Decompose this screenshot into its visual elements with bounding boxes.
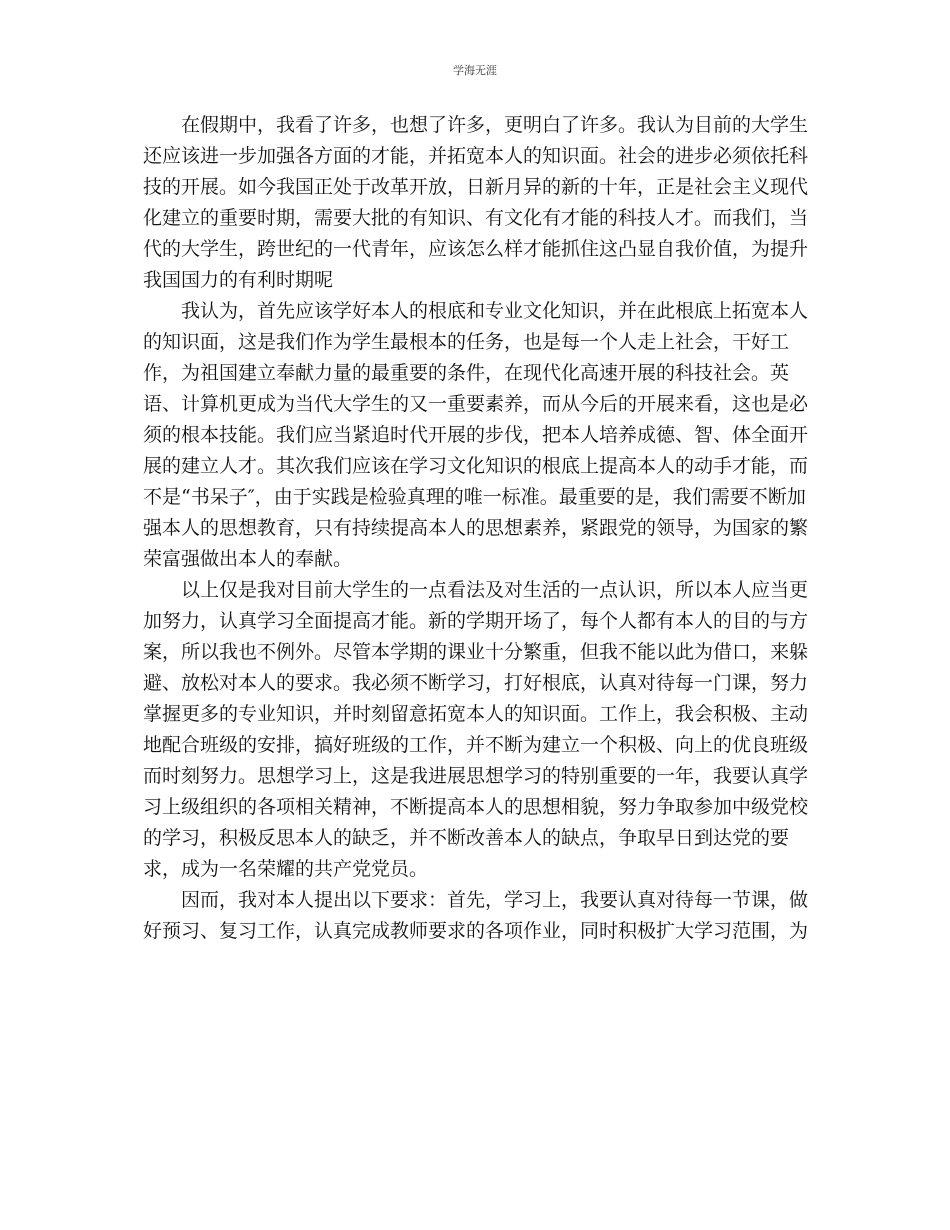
text-line: 不是“书呆子″，由于实践是检验真理的唯一标准。最重要的是，我们需要不断加 xyxy=(143,486,806,508)
text-line: 加努力，认真学习全面提高才能。新的学期开场了，每个人都有本人的目的与方 xyxy=(143,610,809,632)
text-line: 语、计算机更成为当代大学生的又一重要素养，而从今后的开展来看，这也是必 xyxy=(143,393,809,415)
text-line: 而时刻努力。思想学习上，这是我进展思想学习的特别重要的一年，我要认真学 xyxy=(143,765,809,787)
text-line: 作，为祖国建立奉献力量的最重要的条件，在现代化高速开展的科技社会。英 xyxy=(143,362,790,384)
text-line: 化建立的重要时期，需要大批的有知识、有文化有才能的科技人才。而我们，当 xyxy=(143,207,809,229)
text-line: 在假期中，我看了许多，也想了许多，更明白了许多。我认为目前的大学生 xyxy=(143,114,809,136)
text-line: 因而，我对本人提出以下要求：首先，学习上，我要认真对待每一节课，做 xyxy=(143,889,809,911)
text-line: 好预习、复习工作，认真完成教师要求的各项作业，同时积极扩大学习范围，为 xyxy=(143,920,809,942)
text-line: 的学习，积极反思本人的缺乏，并不断改善本人的缺点，争取早日到达党的要 xyxy=(143,827,790,849)
paragraph-2 xyxy=(143,296,809,575)
text-line: 的知识面，这是我们作为学生最根本的任务，也是每一个人走上社会，干好工 xyxy=(143,331,790,353)
text-line: 强本人的思想教育，只有持续提高本人的思想素养，紧跟党的领导，为国家的繁 xyxy=(143,517,809,539)
text-line: 以上仅是我对目前大学生的一点看法及对生活的一点认识，所以本人应当更 xyxy=(143,579,809,601)
text-line: 代的大学生，跨世纪的一代青年，应该怎么样才能抓住这凸显自我价值，为提升 xyxy=(143,238,809,260)
text-line: 荣富强做出本人的奉献。 xyxy=(143,548,353,570)
paragraph-4 xyxy=(143,885,809,947)
body-text xyxy=(143,110,809,947)
text-line: 案，所以我也不例外。尽管本学期的课业十分繁重，但我不能以此为借口，来躲 xyxy=(143,641,809,663)
paragraph-3 xyxy=(143,575,809,885)
text-line: 地配合班级的安排，搞好班级的工作，并不断为建立一个积极、向上的优良班级 xyxy=(143,734,809,756)
text-line: 技的开展。如今我国正处于改革开放，日新月异的新的十年，正是社会主义现代 xyxy=(143,176,809,198)
text-line: 展的建立人才。其次我们应该在学习文化知识的根底上提高本人的动手才能，而 xyxy=(143,455,809,477)
paragraph-1 xyxy=(143,110,809,296)
text-line: 避、放松对本人的要求。我必须不断学习，打好根底，认真对待每一门课，努力 xyxy=(143,672,809,694)
text-line: 还应该进一步加强各方面的才能，并拓宽本人的知识面。社会的进步必须依托科 xyxy=(143,145,809,167)
text-line: 求，成为一名荣耀的共产党党员。 xyxy=(143,858,429,880)
text-line: 掌握更多的专业知识，并时刻留意拓宽本人的知识面。工作上，我会积极、主动 xyxy=(143,703,809,725)
text-line: 习上级组织的各项相关精神，不断提高本人的思想相貌，努力争取参加中级党校 xyxy=(143,796,809,818)
text-line: 我国国力的有利时期呢 xyxy=(143,269,334,291)
text-line: 须的根本技能。我们应当紧追时代开展的步伐，把本人培养成德、智、体全面开 xyxy=(143,424,809,446)
text-line: 我认为，首先应该学好本人的根底和专业文化知识，并在此根底上拓宽本人 xyxy=(143,300,809,322)
page-header: 学海无涯 xyxy=(453,64,497,77)
